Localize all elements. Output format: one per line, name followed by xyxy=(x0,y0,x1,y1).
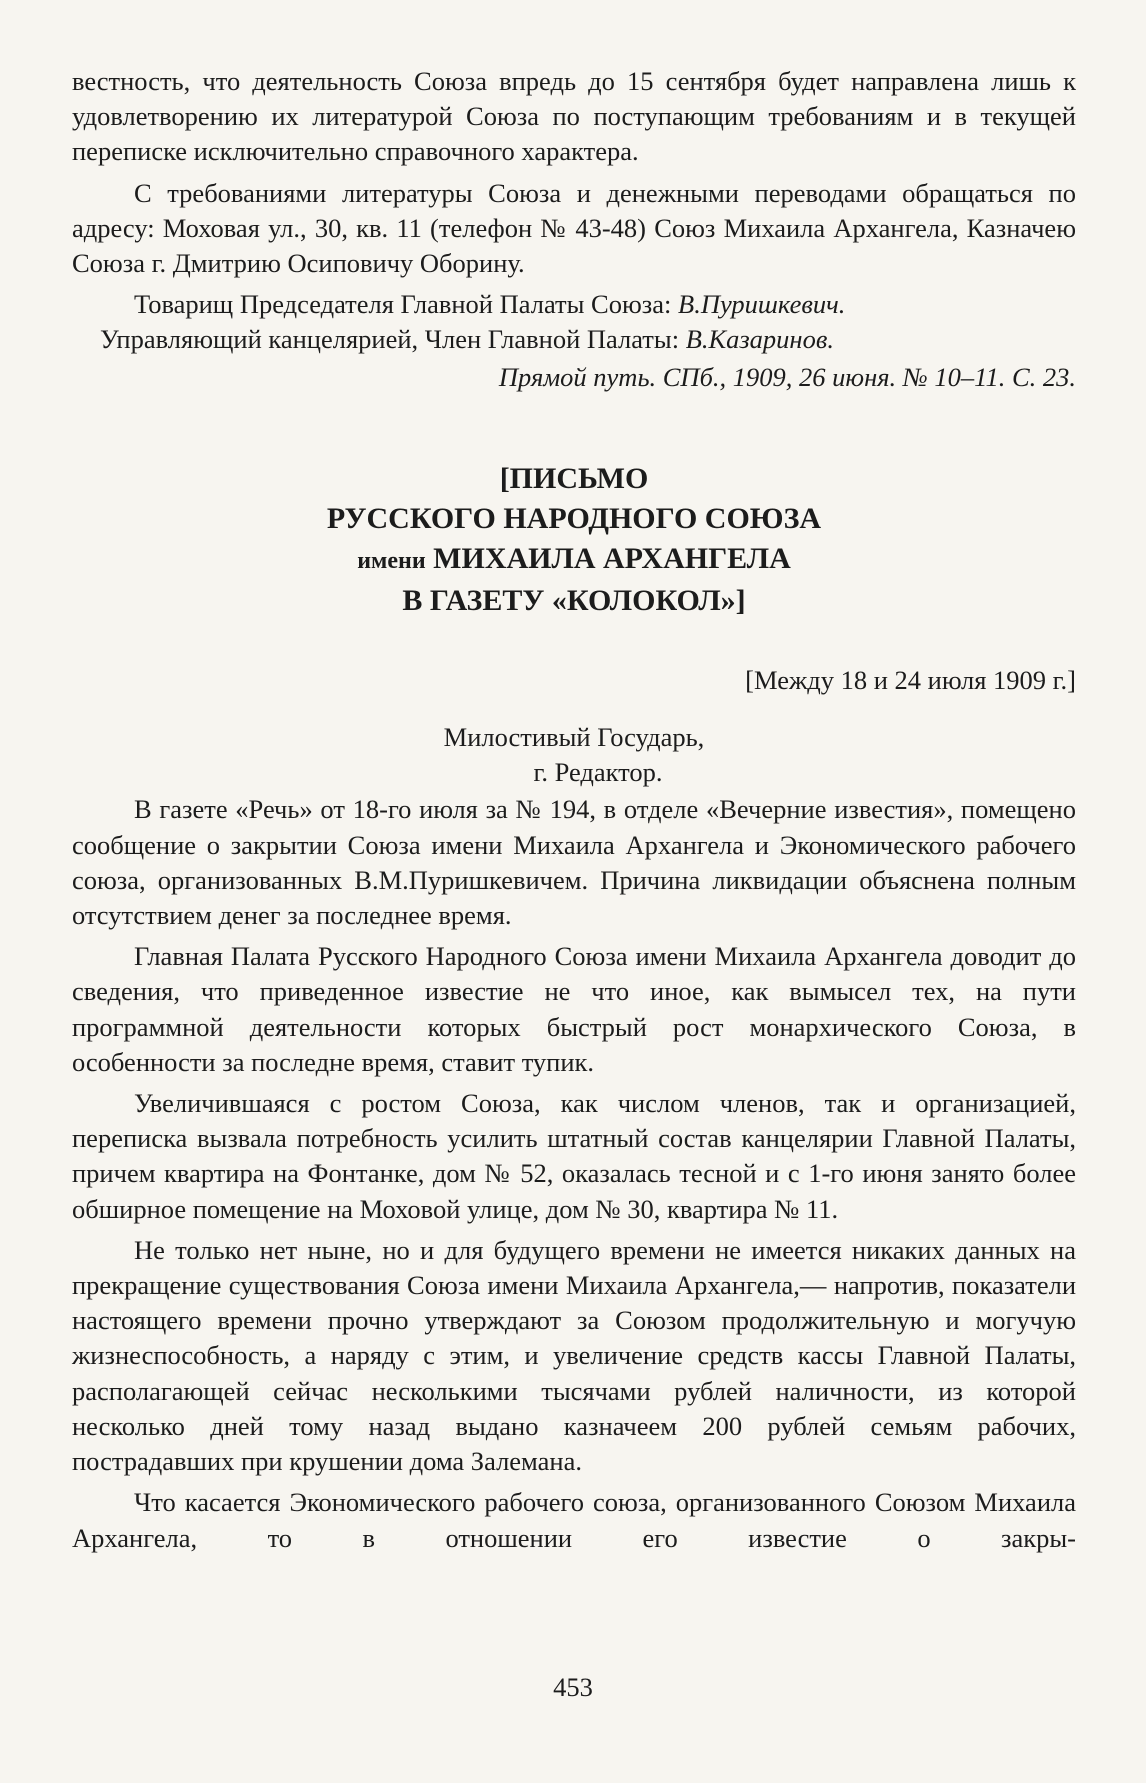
signature-title: Товарищ Председателя Главной Палаты Союза: xyxy=(134,289,672,320)
salutation xyxy=(72,720,1076,790)
signature-name: В.Пуришкевич. xyxy=(678,289,846,320)
page-body xyxy=(72,64,1076,1556)
signature-name: В.Казаринов. xyxy=(685,324,834,355)
title-text: МИХАИЛА АРХАНГЕЛА xyxy=(433,541,791,575)
salutation-line: г. Редактор. xyxy=(533,757,663,788)
source-citation: Прямой путь. СПб., 1909, 26 июня. № 10–11. С. 23. xyxy=(498,361,1076,392)
title-line: В ГАЗЕТУ «КОЛОКОЛ»] xyxy=(402,583,746,617)
signature-line xyxy=(72,287,1076,322)
signature-line xyxy=(72,322,1076,357)
title-line: РУССКОГО НАРОДНОГО СОЮЗА xyxy=(326,501,822,535)
document-title xyxy=(72,459,1076,621)
paragraph-address: С требованиями литературы Союза и денежными переводами обращаться по адресу: Моховая ул., 30, кв. 11 (телефон № 43-48) Союз Михаила Архангела, Казначею Союза г. Дмитрию Осиповичу Оборину. xyxy=(72,177,1076,279)
title-line xyxy=(72,539,1076,581)
letter-paragraph: Что касается Экономического рабочего союза, организованного Союзом Михаила Архангела, то в отношении его известие о закры- xyxy=(72,1487,1076,1553)
signature-block xyxy=(72,287,1076,357)
letter-paragraph: Главная Палата Русского Народного Союза имени Михаила Архангела доводит до сведения, что приведенное известие не что иное, как вымысел тех, на пути программной деятельности которых быстрый рост монархического Союза, в особенности за последне время, ставит тупик. xyxy=(72,941,1076,1077)
document-date: [Между 18 и 24 июля 1909 г.] xyxy=(745,664,1076,695)
letter-paragraph: Увеличившаяся с ростом Союза, как числом членов, так и организацией, переписка вызвала потребность усилить штатный состав канцелярии Главной Палаты, причем квартира на Фонтанке, дом № 52, оказалась тесной и с 1-го июня занято более обширное помещение на Моховой улице, дом № 30, квартира № 11. xyxy=(72,1088,1076,1224)
title-line: [ПИСЬМО xyxy=(499,461,649,495)
signature-title: Управляющий канцелярией, Член Главной Палаты: xyxy=(100,324,680,355)
salutation-line: Милостивый Государь, xyxy=(443,722,705,753)
title-small-word: имени xyxy=(357,547,426,574)
page-number: 453 xyxy=(553,1672,593,1702)
letter-paragraph: В газете «Речь» от 18-го июля за № 194, в отделе «Вечерние известия», помещено сообщение о закрытии Союза имени Михаила Архангела и Экономического рабочего союза, организованных В.М.Пуришкевичем. Причина ликвидации объяснена полным отсутствием денег за последнее время. xyxy=(72,794,1076,931)
letter-paragraph: Не только нет ныне, но и для будущего времени не имеется никаких данных на прекращение существования Союза имени Михаила Архангела,— напротив, показатели настоящего времени прочно утверждают за Союзом продолжительную и могучую жизнеспособность, а наряду с этим, и увеличение средств кассы Главной Палаты, располагающей сейчас несколькими тысячами рублей наличности, из которой несколько дней тому назад выдано казначеем 200 рублей семьям рабочих, пострадавших при крушении дома Залемана. xyxy=(72,1234,1076,1477)
paragraph-continued: вестность, что деятельность Союза впредь до 15 сентября будет направлена лишь к удовлетворению их литературой Союза по поступающим требованиям и в текущей переписке исключительно справочного характера. xyxy=(72,66,1076,167)
